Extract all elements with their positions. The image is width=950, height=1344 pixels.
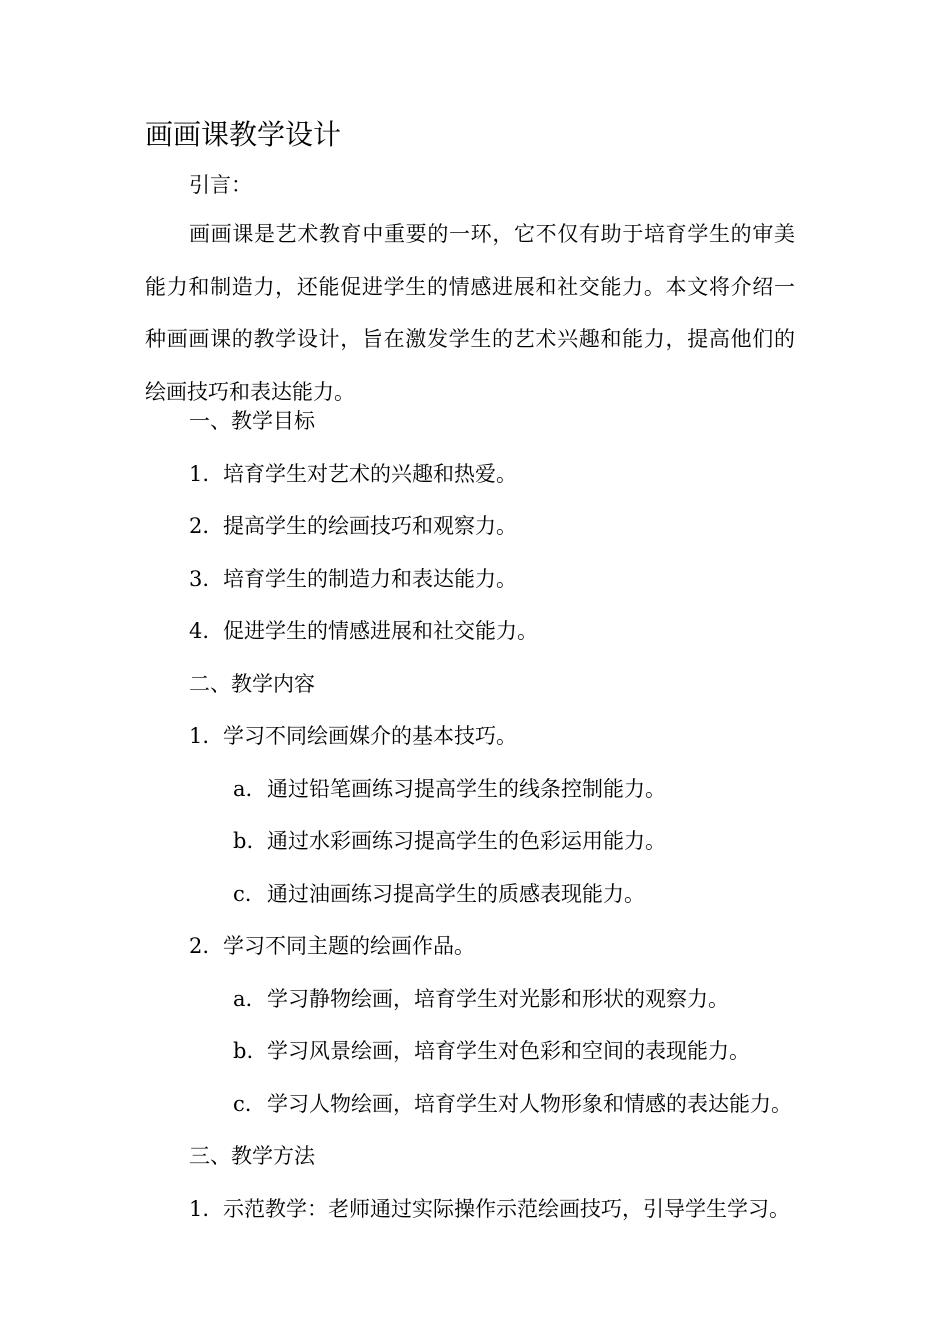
intro-paragraph: 画画课是艺术教育中重要的一环，它不仅有助于培育学生的审美能力和制造力，还能促进学生的情感进展和社交能力。本文将介绍一种画画课的教学设计，旨在激发学生的艺术兴趣和能力，提高他们的绘画技巧和表达能力。 — [145, 222, 795, 404]
section-heading-methods: 三、教学方法 — [189, 1144, 315, 1168]
sub-list-item-text: 学习风景绘画，培育学生对色彩和空间的表现能力。 — [267, 1039, 750, 1063]
list-item — [189, 721, 517, 751]
list-item — [189, 459, 517, 489]
list-item-number: 3. — [189, 567, 210, 591]
sub-list-item-text: 通过铅笔画练习提高学生的线条控制能力。 — [267, 777, 666, 801]
list-item-text: 学习不同主题的绘画作品。 — [223, 934, 475, 958]
sub-list-item-letter: c. — [233, 882, 252, 906]
sub-list-item-text: 学习人物绘画，培育学生对人物形象和情感的表达能力。 — [267, 1092, 792, 1116]
list-item-text: 促进学生的情感进展和社交能力。 — [223, 619, 538, 643]
sub-list-item — [233, 774, 666, 804]
list-item — [189, 511, 517, 541]
list-item-number: 1. — [189, 1197, 210, 1221]
intro-heading: 引言： — [189, 173, 252, 197]
sub-list-item — [233, 1089, 792, 1119]
sub-list-item-text: 通过水彩画练习提高学生的色彩运用能力。 — [267, 829, 666, 853]
section-heading-content: 二、教学内容 — [189, 672, 315, 696]
list-item — [189, 931, 475, 961]
list-item-number: 4. — [189, 619, 210, 643]
sub-list-item-letter: b. — [233, 829, 254, 853]
sub-list-item-letter: a. — [233, 777, 253, 801]
sub-list-item — [233, 1036, 750, 1066]
list-item — [189, 564, 517, 594]
list-item-text: 培育学生对艺术的兴趣和热爱。 — [223, 462, 517, 486]
list-item — [189, 616, 538, 646]
list-item — [189, 1194, 790, 1224]
list-item-number: 2. — [189, 934, 210, 958]
sub-list-item-text: 通过油画练习提高学生的质感表现能力。 — [267, 882, 645, 906]
sub-list-item — [233, 879, 645, 909]
list-item-text: 示范教学：老师通过实际操作示范绘画技巧，引导学生学习。 — [223, 1197, 790, 1221]
sub-list-item-letter: a. — [233, 987, 253, 1011]
section-heading-objectives: 一、教学目标 — [189, 409, 315, 433]
document-title: 画画课教学设计 — [145, 118, 342, 151]
sub-list-item — [233, 984, 729, 1014]
list-item-text: 培育学生的制造力和表达能力。 — [223, 567, 517, 591]
sub-list-item-letter: b. — [233, 1039, 254, 1063]
list-item-number: 1. — [189, 724, 210, 748]
list-item-number: 2. — [189, 514, 210, 538]
list-item-text: 学习不同绘画媒介的基本技巧。 — [223, 724, 517, 748]
sub-list-item-letter: c. — [233, 1092, 252, 1116]
sub-list-item-text: 学习静物绘画，培育学生对光影和形状的观察力。 — [267, 987, 729, 1011]
list-item-text: 提高学生的绘画技巧和观察力。 — [223, 514, 517, 538]
list-item-number: 1. — [189, 462, 210, 486]
sub-list-item — [233, 826, 666, 856]
